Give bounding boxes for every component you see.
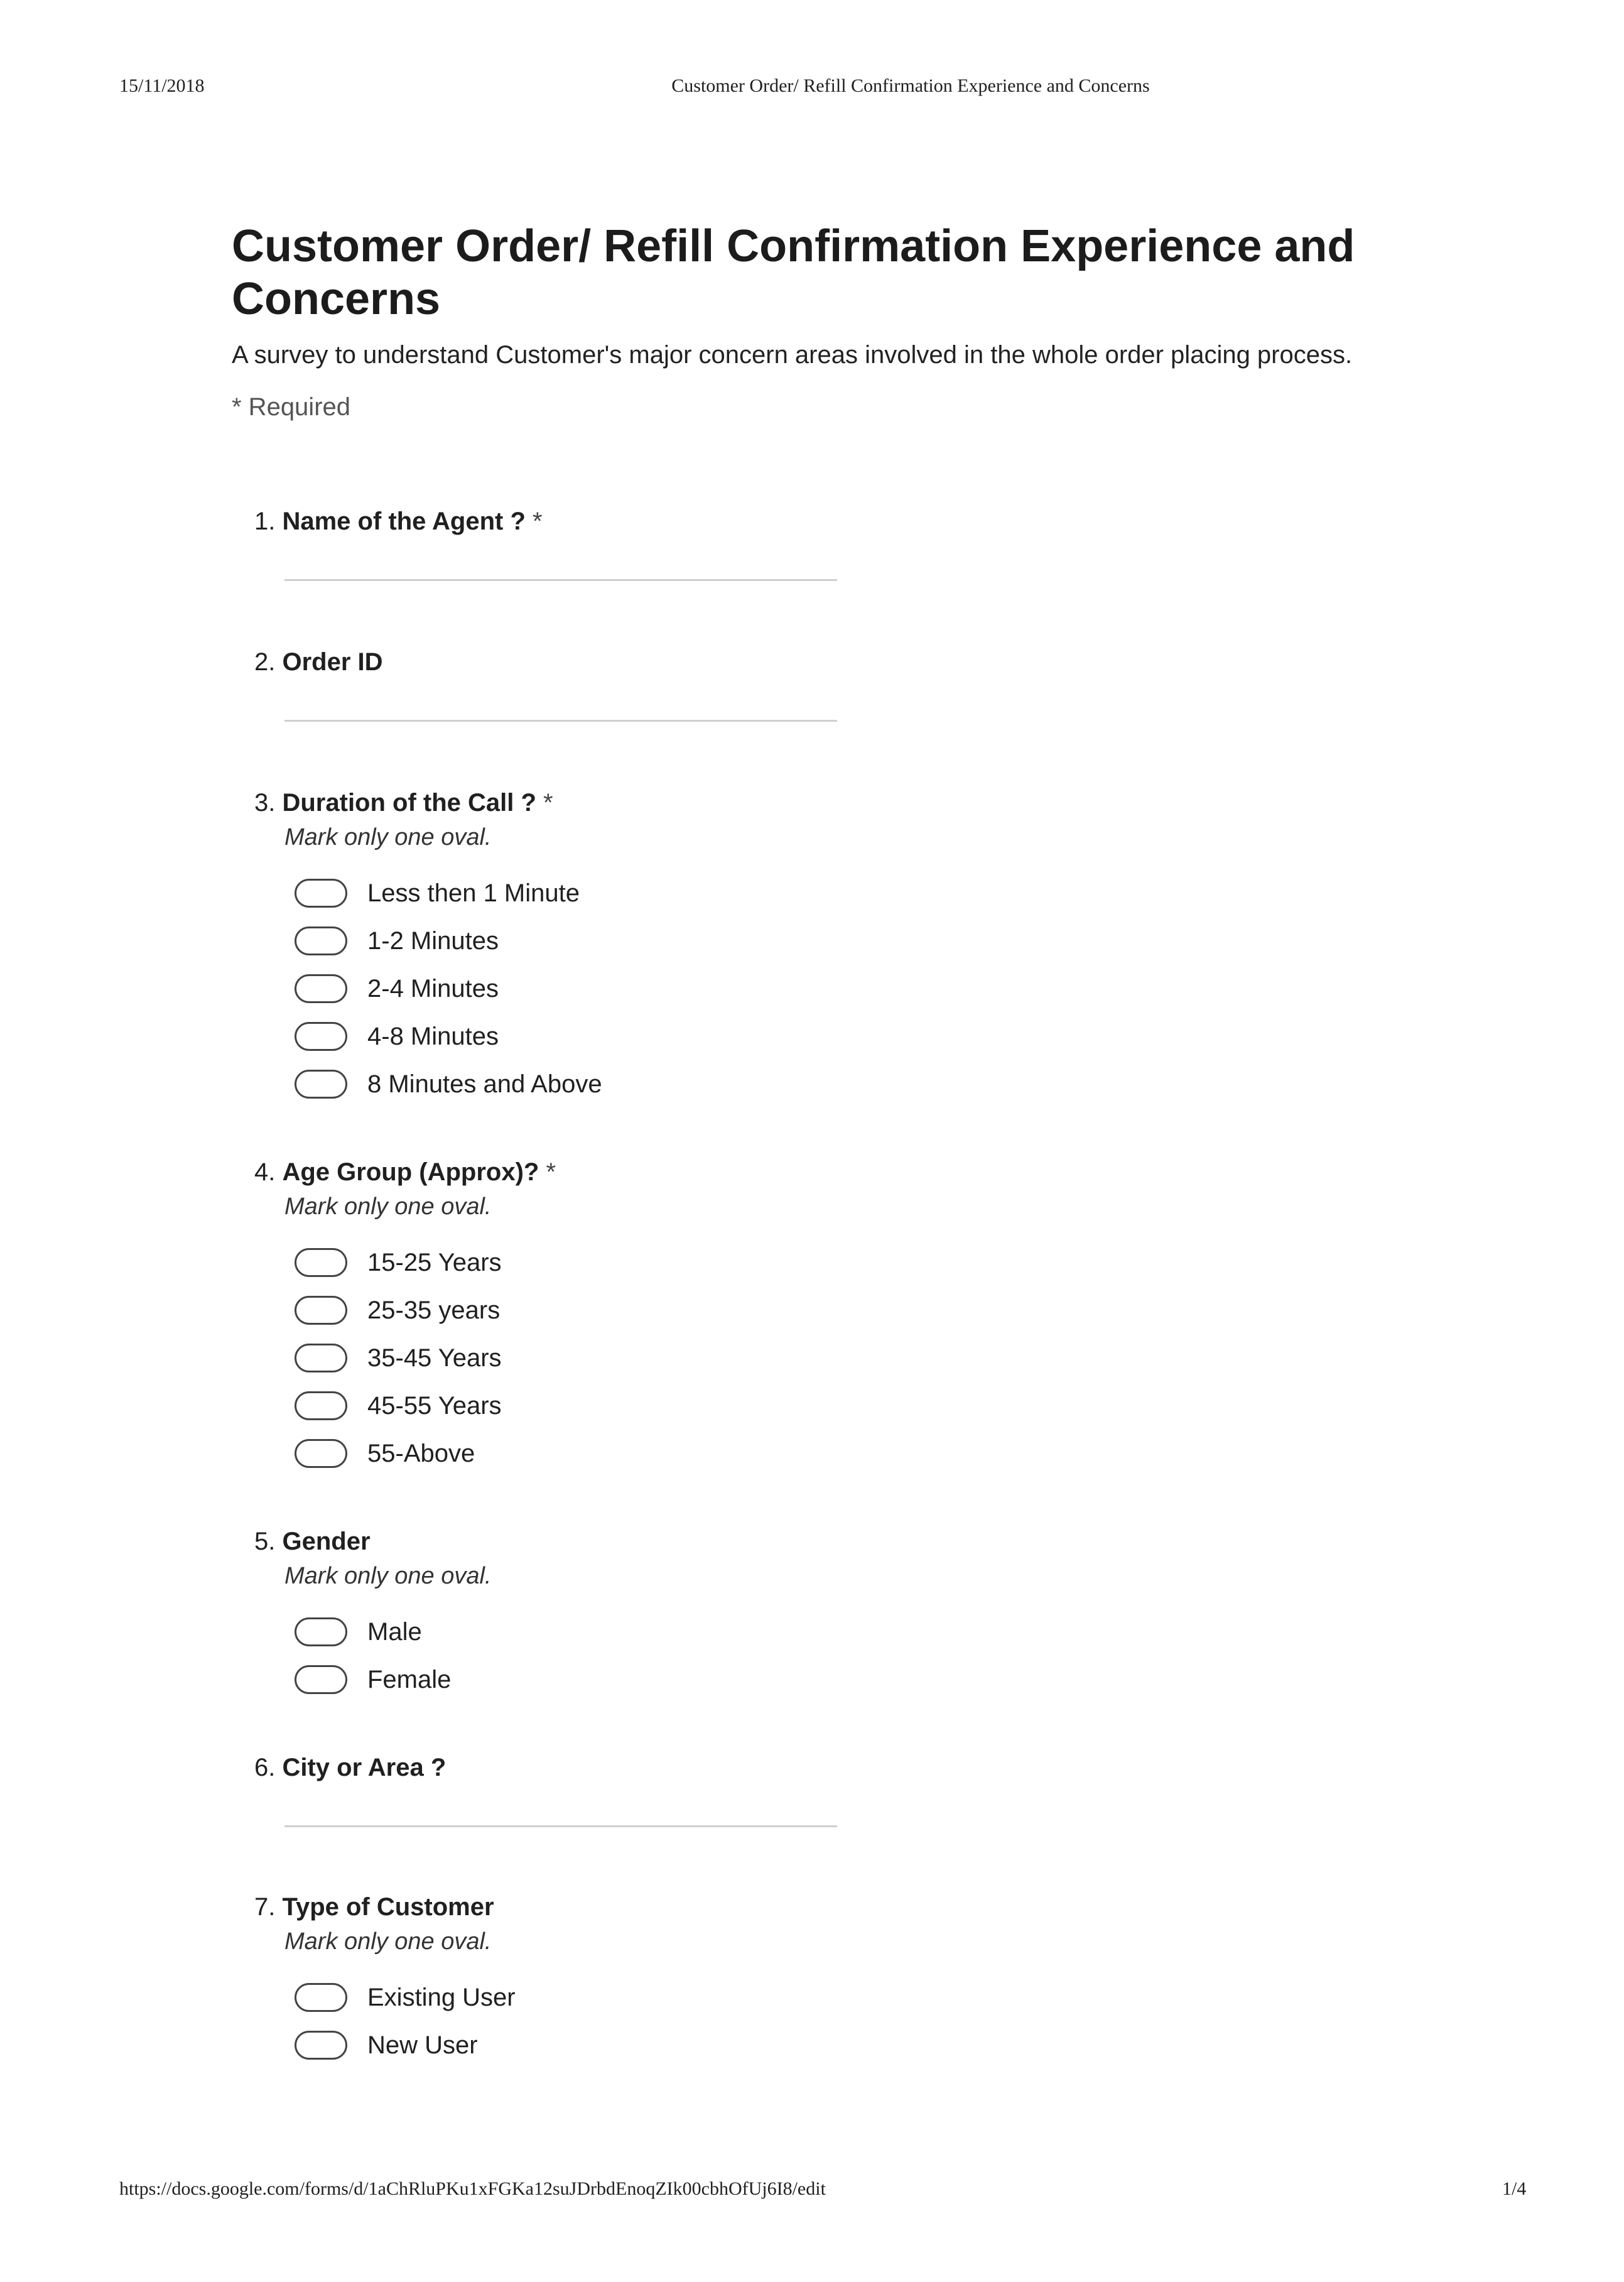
- print-date: 15/11/2018: [119, 75, 205, 96]
- question-hint: Mark only one oval.: [284, 1928, 492, 1955]
- form-header: [232, 220, 1456, 421]
- customer-type-options: [295, 1974, 1259, 2069]
- radio-oval[interactable]: [295, 1296, 347, 1325]
- question-hint: Mark only one oval.: [284, 824, 492, 850]
- city-area-input[interactable]: [284, 1825, 837, 1827]
- question-city-area: [254, 1752, 1259, 1827]
- question-label: City or Area ?: [282, 1754, 447, 1781]
- question-title: [254, 1526, 1259, 1557]
- gender-options: [295, 1608, 1259, 1703]
- radio-oval[interactable]: [295, 974, 347, 1003]
- question-agent-name: [254, 506, 1259, 581]
- question-label: Type of Customer: [282, 1893, 494, 1921]
- age-group-options: [295, 1239, 1259, 1477]
- question-call-duration: [254, 788, 1259, 1108]
- required-marker: *: [533, 508, 543, 535]
- radio-oval[interactable]: [295, 1070, 347, 1099]
- radio-oval[interactable]: [295, 1022, 347, 1051]
- question-number: 2.: [254, 648, 276, 676]
- option-label: 2-4 Minutes: [367, 974, 499, 1002]
- print-url: https://docs.google.com/forms/d/1aChRluPKu1xFGKa12suJDrbdEnoqZIk00cbhOfUj6I8/edit: [119, 2178, 826, 2199]
- question-hint: Mark only one oval.: [284, 1563, 492, 1589]
- radio-oval[interactable]: [295, 1439, 347, 1468]
- required-marker: *: [543, 789, 553, 817]
- radio-oval[interactable]: [295, 879, 347, 908]
- question-label: Gender: [282, 1528, 371, 1555]
- option-new-user[interactable]: [295, 2021, 1259, 2069]
- radio-oval[interactable]: [295, 1983, 347, 2012]
- option-label: New User: [367, 2031, 478, 2059]
- question-age-group: [254, 1157, 1259, 1477]
- question-number: 1.: [254, 508, 276, 535]
- option-4-8-minutes[interactable]: [295, 1013, 1259, 1060]
- option-label: Existing User: [367, 1983, 516, 2011]
- option-existing-user[interactable]: [295, 1974, 1259, 2021]
- question-title: [254, 506, 1259, 536]
- question-label: Order ID: [282, 648, 383, 676]
- question-gender: [254, 1526, 1259, 1703]
- question-title: [254, 1892, 1259, 1922]
- question-number: 4.: [254, 1158, 276, 1186]
- option-45-55-years[interactable]: [295, 1382, 1259, 1430]
- option-25-35-years[interactable]: [295, 1286, 1259, 1334]
- question-number: 3.: [254, 789, 276, 817]
- print-header: [0, 75, 1624, 101]
- question-label: Duration of the Call ?: [282, 789, 536, 817]
- question-label: Name of the Agent ?: [282, 508, 526, 535]
- option-label: 25-35 years: [367, 1296, 501, 1324]
- option-1-2-minutes[interactable]: [295, 917, 1259, 965]
- option-label: Female: [367, 1665, 452, 1693]
- option-label: 55-Above: [367, 1439, 475, 1467]
- option-female[interactable]: [295, 1656, 1259, 1703]
- question-title: [254, 647, 1259, 677]
- option-label: 4-8 Minutes: [367, 1022, 499, 1050]
- question-hint: Mark only one oval.: [284, 1193, 492, 1220]
- duration-options: [295, 869, 1259, 1108]
- agent-name-input[interactable]: [284, 579, 837, 581]
- required-note: * Required: [232, 393, 351, 421]
- radio-oval[interactable]: [295, 1617, 347, 1646]
- option-label: 8 Minutes and Above: [367, 1070, 602, 1098]
- question-order-id: [254, 647, 1259, 722]
- order-id-input[interactable]: [284, 720, 837, 722]
- radio-oval[interactable]: [295, 1391, 347, 1420]
- radio-oval[interactable]: [295, 2031, 347, 2060]
- question-title: [254, 788, 1259, 818]
- print-title: Customer Order/ Refill Confirmation Experience and Concerns: [671, 75, 1150, 96]
- page-number: 1/4: [1502, 2178, 1527, 2199]
- option-label: Less then 1 Minute: [367, 879, 580, 907]
- option-label: 45-55 Years: [367, 1391, 502, 1420]
- option-label: 35-45 Years: [367, 1344, 502, 1372]
- question-number: 7.: [254, 1893, 276, 1921]
- form-title: Customer Order/ Refill Confirmation Experience and Concerns: [232, 221, 1355, 324]
- option-label: 15-25 Years: [367, 1248, 502, 1276]
- question-number: 6.: [254, 1754, 276, 1781]
- question-title: [254, 1752, 1259, 1783]
- required-marker: *: [546, 1158, 556, 1186]
- option-35-45-years[interactable]: [295, 1334, 1259, 1382]
- radio-oval[interactable]: [295, 1344, 347, 1372]
- radio-oval[interactable]: [295, 926, 347, 955]
- option-8-minutes-and-above[interactable]: [295, 1060, 1259, 1108]
- question-title: [254, 1157, 1259, 1187]
- radio-oval[interactable]: [295, 1665, 347, 1694]
- option-15-25-years[interactable]: [295, 1239, 1259, 1286]
- option-less-than-1-minute[interactable]: [295, 869, 1259, 917]
- question-number: 5.: [254, 1528, 276, 1555]
- option-55-above[interactable]: [295, 1430, 1259, 1477]
- option-male[interactable]: [295, 1608, 1259, 1656]
- option-2-4-minutes[interactable]: [295, 965, 1259, 1013]
- form-description: A survey to understand Customer's major concern areas involved in the whole order placing process.: [232, 341, 1353, 369]
- question-customer-type: [254, 1892, 1259, 2069]
- option-label: Male: [367, 1617, 422, 1646]
- radio-oval[interactable]: [295, 1248, 347, 1277]
- option-label: 1-2 Minutes: [367, 926, 499, 955]
- question-label: Age Group (Approx)?: [282, 1158, 539, 1186]
